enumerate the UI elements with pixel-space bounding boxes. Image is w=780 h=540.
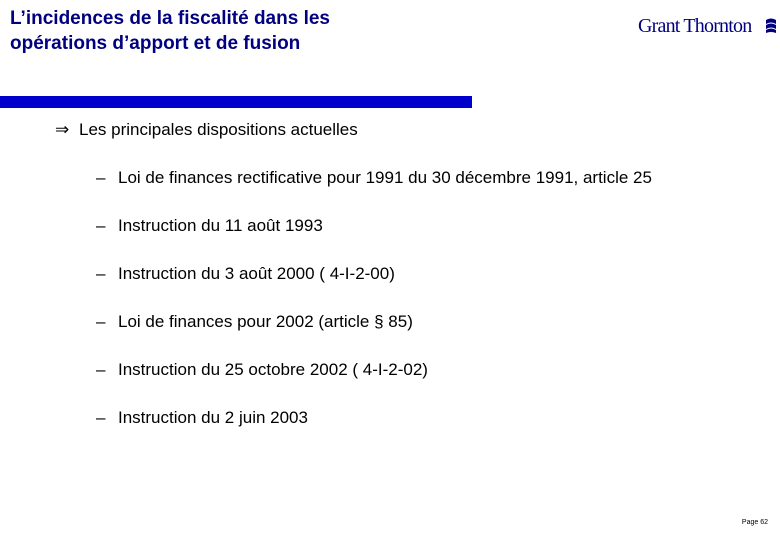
grant-thornton-logo (638, 14, 780, 38)
accent-bar (0, 96, 472, 108)
list-item-text: Instruction du 25 octobre 2002 ( 4-I-2-02) (118, 360, 428, 379)
list-item-text: Instruction du 3 août 2000 ( 4-I-2-00) (118, 264, 395, 283)
implies-arrow-icon: ⇒ (55, 120, 70, 139)
list-item-text: Loi de finances rectificative pour 1991 du 30 décembre 1991, article 25 (118, 168, 652, 187)
list-item-text: Loi de finances pour 2002 (article § 85) (118, 312, 413, 331)
list-item (96, 358, 652, 406)
logo-text: Grant Thornton (638, 15, 752, 37)
title-line-2: opérations d’apport et de fusion (10, 33, 301, 54)
main-bullet-text: Les principales dispositions actuelles (79, 120, 358, 139)
sub-bullet-list (96, 166, 652, 454)
dash-bullet: – (96, 360, 106, 379)
list-item-text: Instruction du 11 août 1993 (118, 216, 323, 235)
dash-bullet: – (96, 216, 106, 235)
dash-bullet: – (96, 168, 106, 187)
dash-bullet: – (96, 264, 106, 283)
list-item (96, 310, 652, 358)
list-item (96, 214, 652, 262)
list-item-text: Instruction du 2 juin 2003 (118, 408, 308, 427)
page-number: Page 62 (741, 519, 768, 526)
title-line-1: L’incidences de la fiscalité dans les (10, 8, 330, 29)
logo-mark-icon (764, 18, 778, 34)
list-item (96, 406, 652, 454)
dash-bullet: – (96, 408, 106, 427)
list-item (96, 262, 652, 310)
main-bullet (55, 118, 358, 142)
list-item (96, 166, 652, 214)
slide-title (10, 6, 430, 56)
dash-bullet: – (96, 312, 106, 331)
